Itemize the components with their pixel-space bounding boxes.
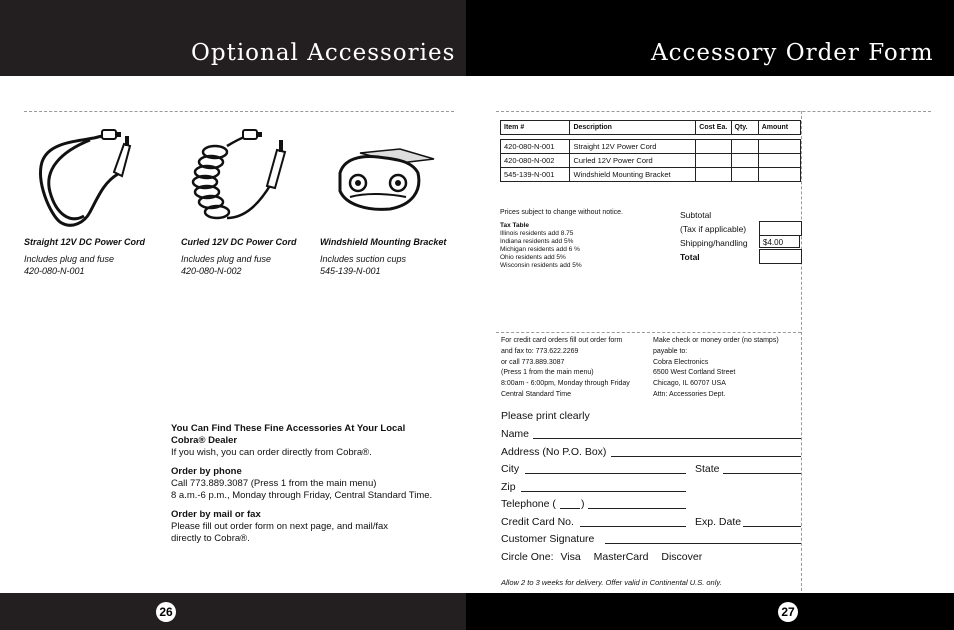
product-name: Windshield Mounting Bracket [320, 237, 447, 247]
item-description: Curled 12V Power Cord [570, 154, 696, 168]
circle-one-label: Circle One: [501, 551, 554, 563]
shipping-label: Shipping/handling [680, 238, 748, 248]
item-number: 420-080-N-001 [501, 140, 570, 154]
city-label: City [501, 463, 520, 475]
prices-note: Prices subject to change without notice. [500, 209, 623, 216]
cc-line: (Press 1 from the main menu) [501, 369, 594, 377]
address-field[interactable] [611, 456, 801, 457]
product-part-number: 420-080-N-002 [181, 266, 242, 276]
print-clearly-label: Please print clearly [501, 410, 590, 422]
cc-line: Central Standard Time [501, 390, 572, 398]
right-page-title: Accessory Order Form [651, 40, 934, 66]
totals-labels [680, 208, 748, 264]
left-header-bar [0, 0, 466, 76]
dealer-heading: You Can Find These Fine Accessories At Your Local [171, 423, 406, 434]
check-line: Chicago, IL 60707 USA [653, 380, 726, 388]
product-detail: Includes suction cups [320, 254, 407, 264]
tax-line: Michigan residents add 6 % [500, 246, 580, 253]
col-description: Description [570, 121, 696, 135]
qty-cell[interactable] [731, 168, 758, 182]
item-number: 420-080-N-002 [501, 154, 570, 168]
product-part-number: 545-139-N-001 [320, 266, 381, 276]
dealer-heading-2: Cobra® Dealer [171, 435, 238, 446]
product-detail: Includes plug and fuse [24, 254, 115, 264]
signature-field[interactable] [605, 543, 801, 544]
tax-label: (Tax if applicable) [680, 224, 747, 234]
dealer-text: If you wish, you can order directly from Cobra®. [171, 447, 372, 458]
subtotal-label: Subtotal [680, 210, 712, 220]
product-part-number: 420-080-N-001 [24, 266, 85, 276]
exp-date-label: Exp. Date [695, 516, 742, 528]
credit-card-field[interactable] [580, 526, 686, 527]
name-field[interactable] [533, 438, 801, 439]
windshield-bracket-image [330, 135, 440, 215]
signature-label: Customer Signature [501, 533, 595, 545]
check-info [653, 336, 779, 401]
form-right-border [801, 111, 802, 591]
check-line: 6500 West Cortland Street [653, 369, 736, 377]
cost-cell[interactable] [696, 140, 731, 154]
telephone-field[interactable] [588, 508, 686, 509]
amount-cell[interactable] [758, 140, 800, 154]
left-footer-bar [0, 593, 466, 630]
tax-table-heading: Tax Table [500, 222, 530, 229]
card-visa[interactable]: Visa [560, 551, 581, 563]
product-detail: Includes plug and fuse [181, 254, 272, 264]
city-field[interactable] [525, 473, 686, 474]
check-line: Attn: Accessories Dept. [653, 390, 726, 398]
right-header-bar [466, 0, 954, 76]
right-page-number: 27 [778, 602, 798, 622]
phone-heading: Order by phone [171, 466, 242, 477]
total-label: Total [680, 252, 700, 262]
cc-line: or call 773.889.3087 [501, 358, 565, 366]
left-page-title: Optional Accessories [191, 40, 456, 66]
cost-cell[interactable] [696, 168, 731, 182]
name-label: Name [501, 428, 530, 440]
delivery-note: Allow 2 to 3 weeks for delivery. Offer valid in Continental U.S. only. [501, 578, 722, 587]
qty-cell[interactable] [731, 154, 758, 168]
tax-field[interactable] [759, 221, 802, 236]
order-table-header [501, 121, 801, 135]
item-number: 545-139-N-001 [501, 168, 570, 182]
tax-table [500, 222, 582, 270]
table-row [501, 168, 801, 182]
state-field[interactable] [723, 473, 801, 474]
cc-line: and fax to: 773.622.2269 [501, 347, 579, 355]
cc-line: For credit card orders fill out order form [501, 337, 623, 344]
card-mastercard[interactable]: MasterCard [593, 551, 649, 563]
address-label: Address (No P.O. Box) [501, 446, 607, 458]
tax-line: Wisconsin residents add 5% [500, 262, 582, 269]
tax-line: Ohio residents add 5% [500, 254, 566, 261]
product-caption-curled [181, 237, 297, 277]
col-cost: Cost Ea. [696, 121, 731, 135]
order-table [500, 120, 801, 182]
table-row [501, 154, 801, 168]
product-caption-bracket [320, 237, 446, 277]
mail-line: Please fill out order form on next page, and mail/fax [171, 521, 389, 532]
amount-cell[interactable] [758, 154, 800, 168]
left-page-number: 26 [156, 602, 176, 622]
phone-hours: 8 a.m.-6 p.m., Monday through Friday, Central Standard Time. [171, 490, 433, 501]
total-field[interactable] [759, 249, 802, 264]
curled-power-cord-image [185, 122, 295, 232]
check-line: payable to: [653, 347, 688, 355]
qty-cell[interactable] [731, 140, 758, 154]
mail-line-2: directly to Cobra®. [171, 533, 250, 544]
zip-label: Zip [501, 481, 516, 493]
cost-cell[interactable] [696, 154, 731, 168]
telephone-label: Telephone ( [501, 498, 556, 510]
item-description: Windshield Mounting Bracket [570, 168, 696, 182]
exp-date-field[interactable] [743, 526, 801, 527]
area-code-field[interactable] [560, 508, 580, 509]
subtotal-field[interactable] [759, 207, 801, 222]
right-top-divider [496, 111, 931, 112]
left-divider [24, 111, 454, 112]
cc-line: 8:00am - 6:00pm, Monday through Friday [501, 380, 630, 388]
tax-line: Indiana residents add 5% [500, 238, 574, 245]
credit-card-info [501, 336, 630, 401]
telephone-close: ) [581, 498, 585, 510]
mail-heading: Order by mail or fax [171, 509, 261, 520]
col-amount: Amount [758, 121, 800, 135]
product-name: Straight 12V DC Power Cord [24, 237, 146, 247]
item-description: Straight 12V Power Cord [570, 140, 696, 154]
straight-power-cord-image [30, 122, 140, 232]
right-footer-bar [466, 593, 954, 630]
card-discover[interactable]: Discover [661, 551, 703, 563]
card-type-row [501, 551, 702, 563]
credit-card-label: Credit Card No. [501, 516, 574, 528]
check-line: Make check or money order (no stamps) [653, 337, 779, 344]
phone-line: Call 773.889.3087 (Press 1 from the main menu) [171, 478, 377, 489]
tax-line: Illinois residents add 8.75 [500, 230, 574, 237]
ordering-info [171, 423, 461, 545]
check-line: Cobra Electronics [653, 358, 709, 366]
col-item: Item # [501, 121, 570, 135]
state-label: State [695, 463, 720, 475]
shipping-field: $4.00 [759, 235, 800, 248]
amount-cell[interactable] [758, 168, 800, 182]
col-qty: Qty. [731, 121, 758, 135]
zip-field[interactable] [521, 491, 686, 492]
table-row [501, 140, 801, 154]
payment-divider [496, 332, 801, 333]
product-name: Curled 12V DC Power Cord [181, 237, 297, 247]
product-caption-straight [24, 237, 145, 277]
